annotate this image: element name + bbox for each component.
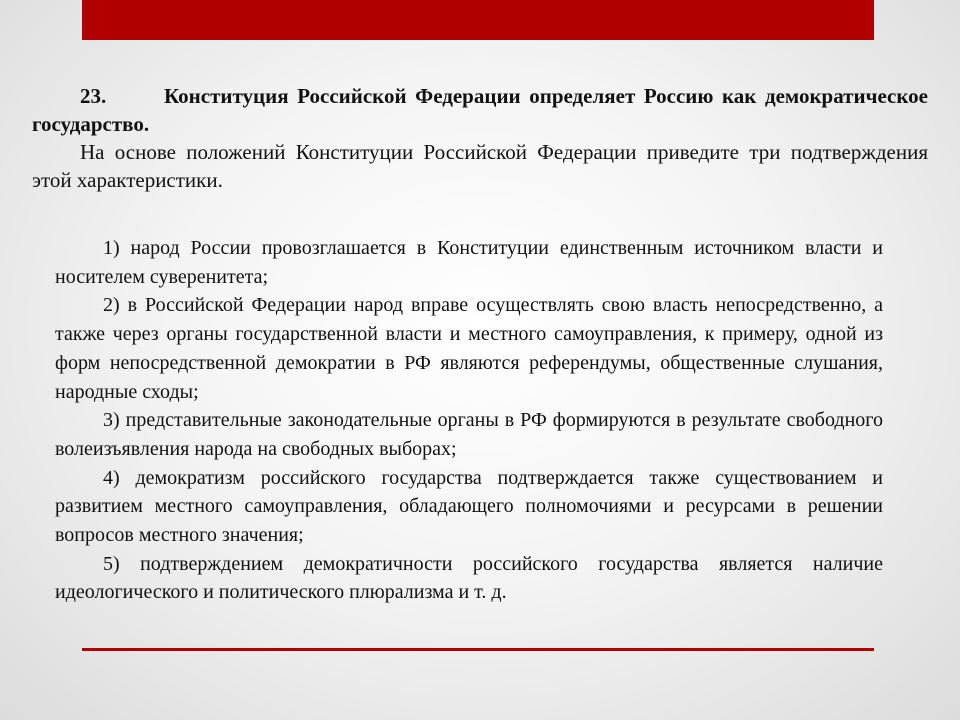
top-accent-bar <box>82 0 874 40</box>
answer-item-3: 3) представительные законодательные органы в РФ формируются в результате свободного волеизъявления народа на свободных выборах; <box>55 409 883 460</box>
question-title-text: Конституция Российской Федерации определяет Россию как демократическое государство. <box>32 84 928 136</box>
question-task: На основе положений Конституции Российской Федерации приведите три подтверждения этой характеристики. <box>32 140 928 192</box>
answer-item-4: 4) демократизм российского государства подтверждается также существованием и развитием местного самоуправления, обладающего полномочиями и ресурсами в решении вопросов местного значения; <box>55 466 883 547</box>
answer-item-1: 1) народ России провозглашается в Конституции единственным источником власти и носителем суверенитета; <box>55 237 883 288</box>
question-block <box>32 82 928 194</box>
answer-item-2: 2) в Российской Федерации народ вправе осуществлять свою власть непосредственно, а также через органы государственной власти и местного самоуправления, к примеру, одной из форм непосредственной демократии в РФ являются референдумы, общественные слушания, народные сходы; <box>55 294 883 403</box>
question-title <box>32 82 928 138</box>
answer-item-5: 5) подтверждением демократичности российского государства является наличие идеологического и политического плюрализма и т. д. <box>55 552 883 604</box>
question-number: 23. <box>80 84 107 108</box>
answer-block <box>55 234 883 607</box>
bottom-accent-line <box>82 648 874 651</box>
